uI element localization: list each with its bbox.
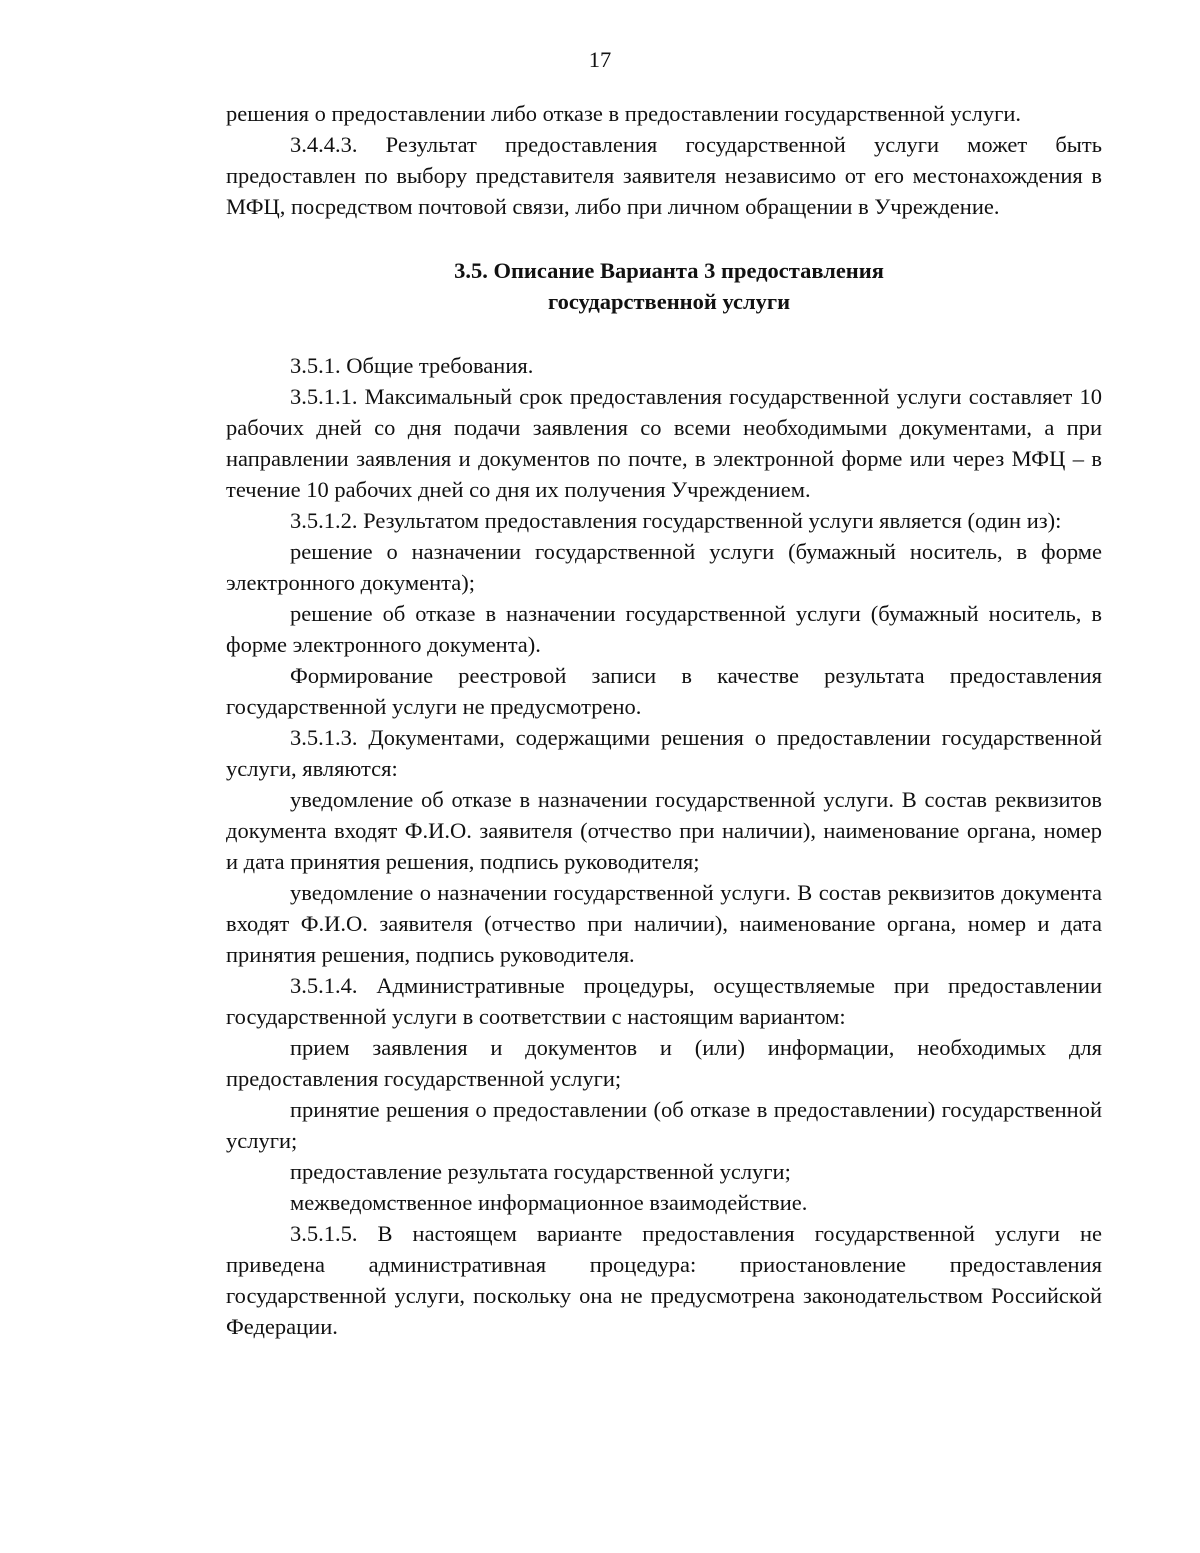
paragraph-3-5-1: 3.5.1. Общие требования. (290, 353, 534, 378)
paragraph-3-5-1-5: 3.5.1.5. В настоящем варианте предоставления государственной услуги не приведена административная процедура: приостановление предоставления государственной услуги, поскольку она не предусмотрена законодательством Российской Федерации. (226, 1221, 1102, 1339)
list-item-procedure-decision: принятие решения о предоставлении (об отказе в предоставлении) государственной услуги; (226, 1097, 1102, 1153)
document-body (226, 98, 1102, 1342)
list-item-procedure-intake: прием заявления и документов и (или) информации, необходимых для предоставления государственной услуги; (226, 1035, 1102, 1091)
paragraph-registry-record: Формирование реестровой записи в качестве результата предоставления государственной услуги не предусмотрено. (226, 663, 1102, 719)
list-item-procedure-result: предоставление результата государственной услуги; (290, 1159, 791, 1184)
section-heading-line-1: 3.5. Описание Варианта 3 предоставления (454, 258, 884, 283)
paragraph-3-5-1-1: 3.5.1.1. Максимальный срок предоставления государственной услуги составляет 10 рабочих дней со дня подачи заявления со всеми необходимыми документами, а при направлении заявления и документов по почте, в электронной форме или через МФЦ – в течение 10 рабочих дней со дня их получения Учреждением. (226, 384, 1102, 502)
paragraph-continuation: решения о предоставлении либо отказе в предоставлении государственной услуги. (226, 101, 1021, 126)
list-item-refusal-notice: уведомление об отказе в назначении государственной услуги. В состав реквизитов документа входят Ф.И.О. заявителя (отчество при наличии), наименование органа, номер и дата принятия решения, подпись руководителя; (226, 787, 1102, 874)
list-item-grant-notice: уведомление о назначении государственной услуги. В состав реквизитов документа входят Ф.И.О. заявителя (отчество при наличии), наименование органа, номер и дата принятия решения, подпись руководителя. (226, 880, 1102, 967)
paragraph-3-5-1-4: 3.5.1.4. Административные процедуры, осуществляемые при предоставлении государственной услуги в соответствии с настоящим вариантом: (226, 973, 1102, 1029)
section-heading-line-2: государственной услуги (547, 289, 791, 314)
list-item-procedure-interagency: межведомственное информационное взаимодействие. (290, 1190, 808, 1215)
page-number: 17 (588, 47, 612, 72)
paragraph-3-5-1-2: 3.5.1.2. Результатом предоставления государственной услуги является (один из): (290, 508, 1062, 533)
section-heading (226, 255, 1102, 317)
paragraph-3-5-1-3: 3.5.1.3. Документами, содержащими решения о предоставлении государственной услуги, являются: (226, 725, 1102, 781)
list-item-decision-refusal: решение об отказе в назначении государственной услуги (бумажный носитель, в форме электронного документа). (226, 601, 1102, 657)
list-item-decision-grant: решение о назначении государственной услуги (бумажный носитель, в форме электронного документа); (226, 539, 1102, 595)
paragraph-3-4-4-3: 3.4.4.3. Результат предоставления государственной услуги может быть предоставлен по выбору представителя заявителя независимо от его местонахождения в МФЦ, посредством почтовой связи, либо при личном обращении в Учреждение. (226, 132, 1102, 219)
